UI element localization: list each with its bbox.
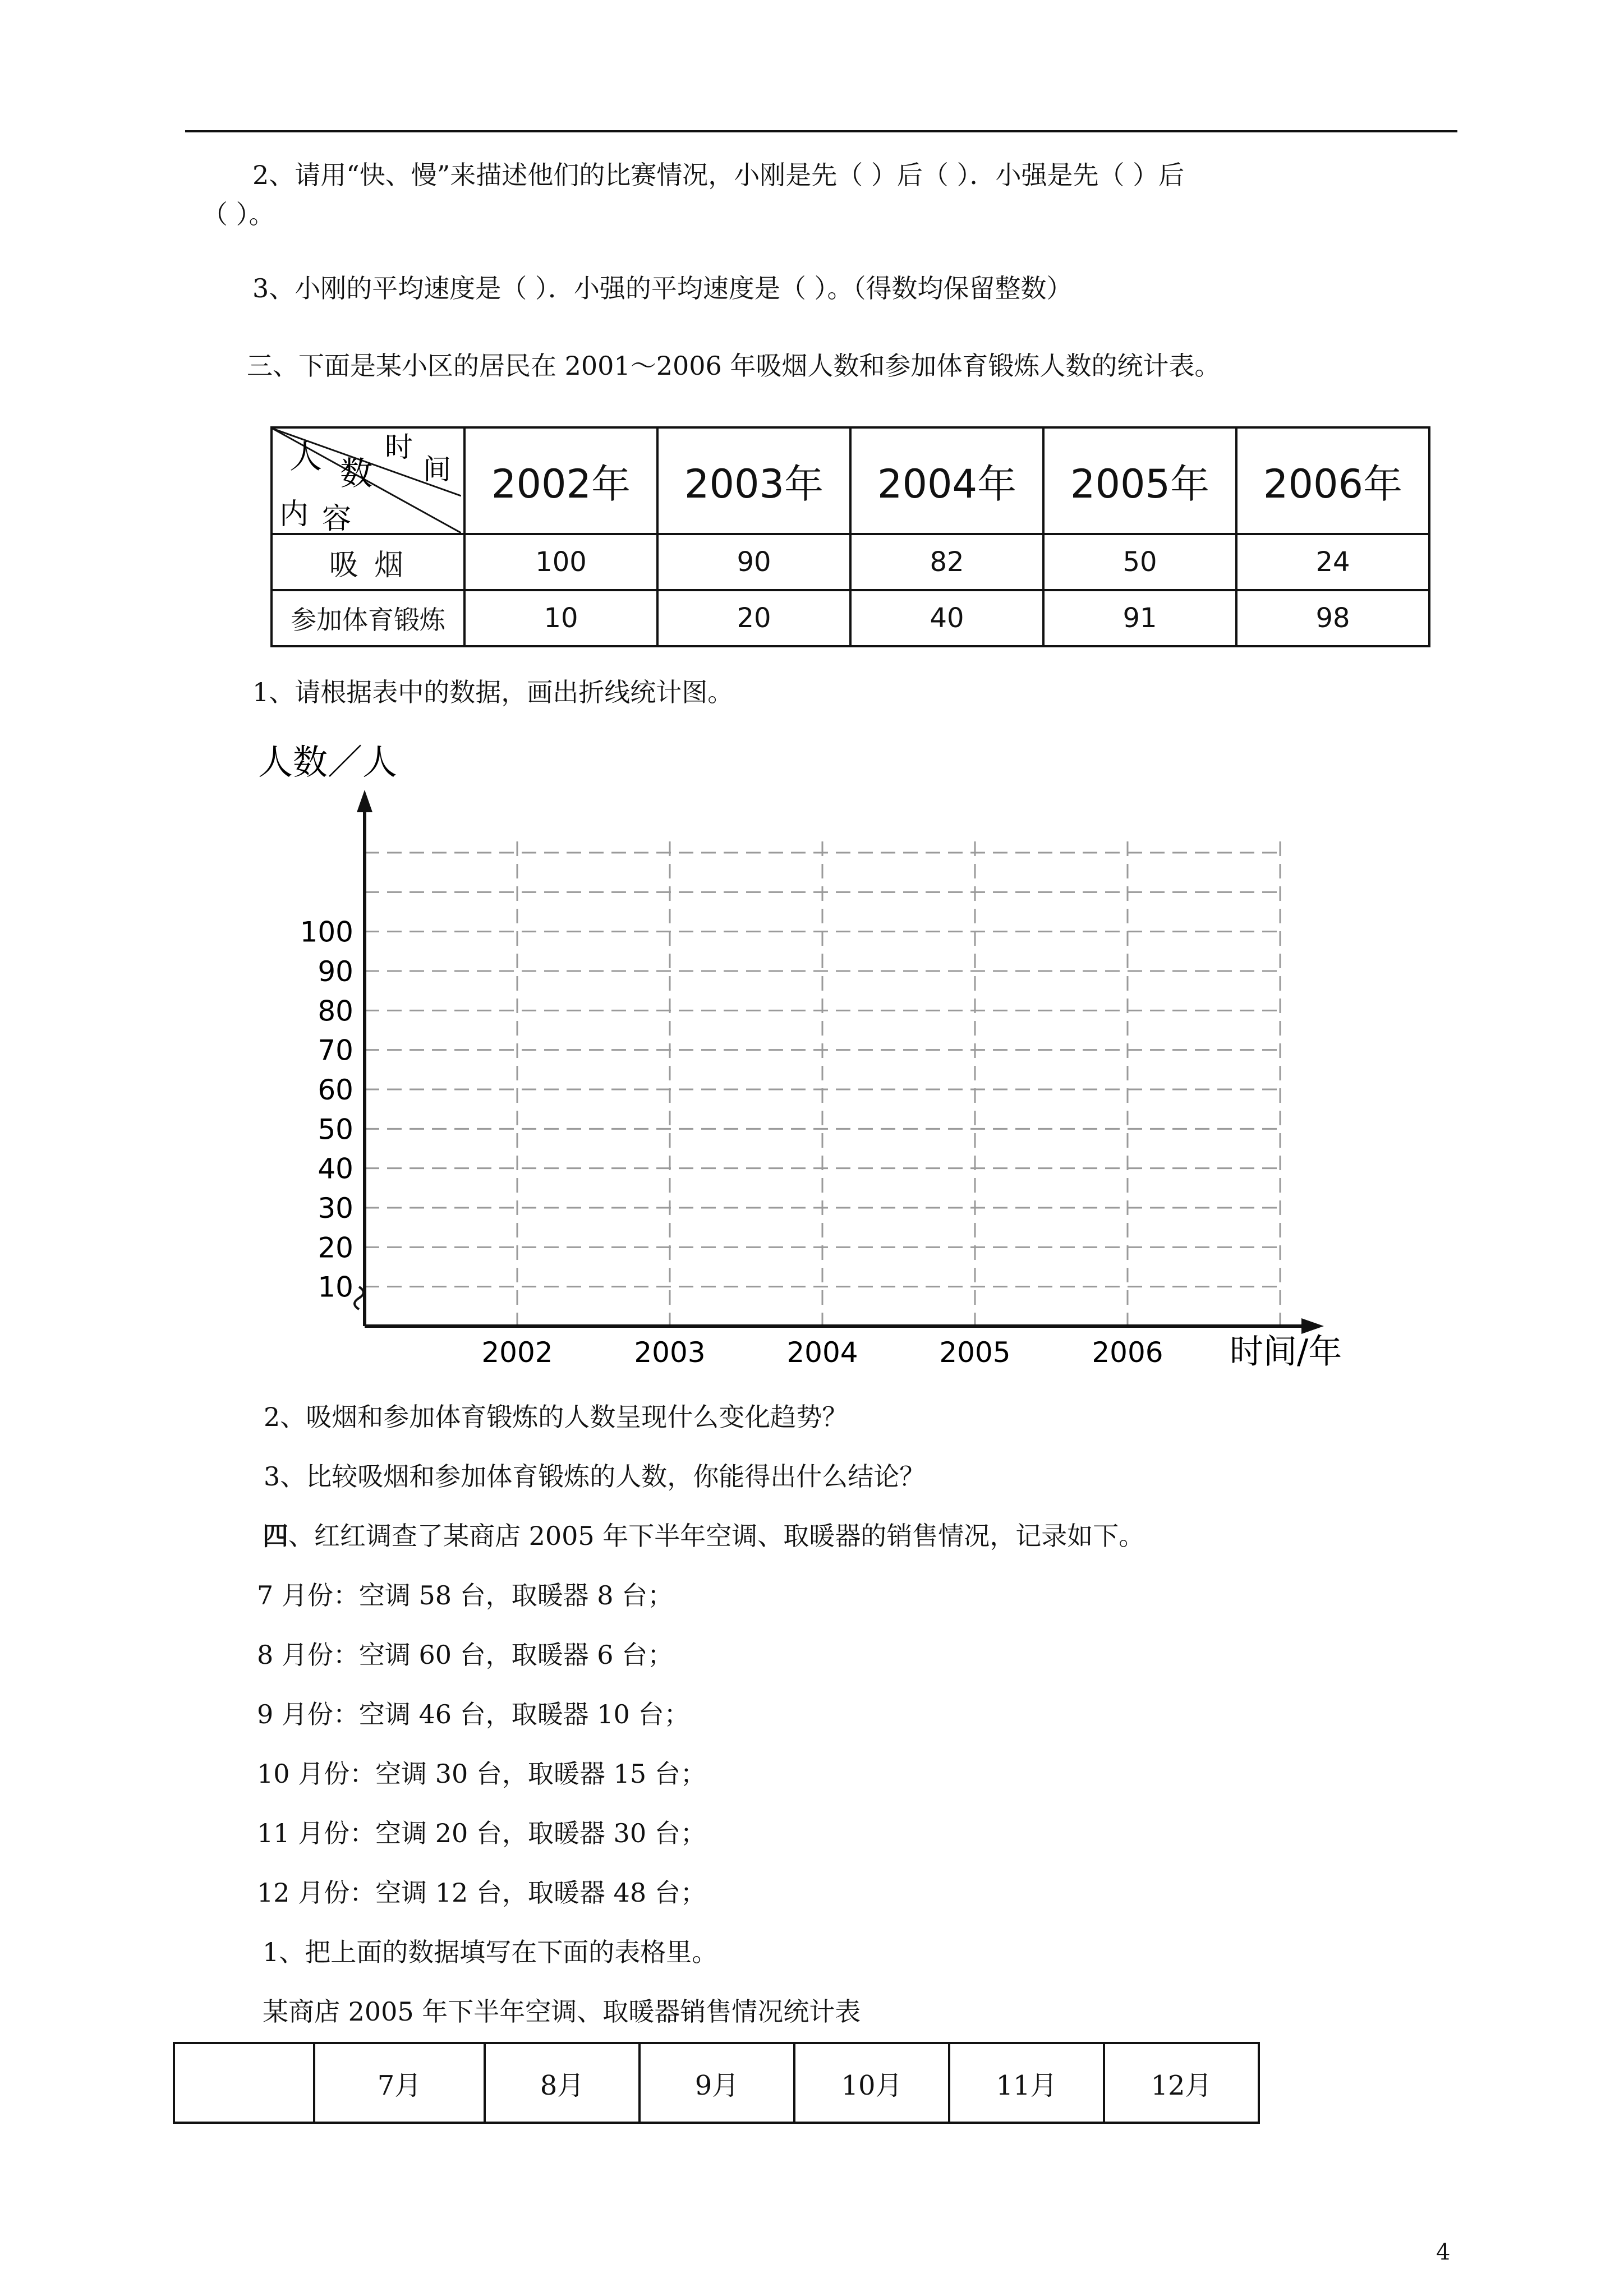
- chart-axes: [355, 790, 1324, 1334]
- record-line: 7 月份：空调 58 台，取暖器 8 台；: [257, 1580, 674, 1611]
- month-header: 11月: [949, 2043, 1104, 2123]
- x-tick-label: 2002: [481, 1336, 553, 1369]
- year-header: 2003年: [657, 427, 850, 534]
- table-cell: 100: [464, 534, 657, 590]
- y-axis-arrow: [357, 790, 372, 812]
- question-2-line-1: 2、请用“快、慢”来描述他们的比赛情况，小刚是先（ ）后（ ）．小强是先（ ）后: [252, 160, 1185, 190]
- y-tick-label: 20: [318, 1231, 353, 1264]
- y-axis-label: 人数／人: [258, 742, 398, 783]
- table-cell: 50: [1043, 534, 1236, 590]
- page-number: 4: [1436, 2239, 1451, 2265]
- y-tick-label: 70: [318, 1034, 353, 1067]
- table-corner-cell: [272, 427, 464, 534]
- x-tick-label: 2005: [939, 1336, 1011, 1369]
- corner-diagonals: [273, 429, 461, 533]
- y-tick-label: 10: [318, 1271, 353, 1304]
- sales-table-title: 某商店 2005 年下半年空调、取暖器销售情况统计表: [263, 1996, 861, 2027]
- month-header: 12月: [1104, 2043, 1259, 2123]
- axis-break-mark: [355, 1287, 364, 1309]
- month-header: 7月: [314, 2043, 485, 2123]
- record-line: 9 月份：空调 46 台，取暖器 10 台；: [257, 1699, 690, 1729]
- section-3-sub-1: 1、请根据表中的数据，画出折线统计图。: [252, 677, 734, 707]
- section-3-title: 三、下面是某小区的居民在 2001～2006 年吸烟人数和参加体育锻炼人数的统计表。: [247, 351, 1221, 381]
- chart-grid: [365, 841, 1280, 1326]
- row-label-exercise: 参加体育锻炼: [272, 590, 464, 646]
- x-tick-label: 2003: [634, 1336, 706, 1369]
- section-3-sub-2: 2、吸烟和参加体育锻炼的人数呈现什么变化趋势？: [264, 1402, 848, 1432]
- table-cell: 98: [1236, 590, 1429, 646]
- year-header: 2002年: [464, 427, 657, 534]
- sales-table: [173, 2042, 1260, 2124]
- smoking-exercise-table: [270, 426, 1430, 647]
- y-tick-label: 50: [318, 1113, 353, 1146]
- x-axis-label: 时间/年: [1230, 1332, 1342, 1372]
- section-4-number: 四: [263, 1521, 288, 1551]
- corner-char-jian: 间: [423, 453, 451, 486]
- record-line: 8 月份：空调 60 台，取暖器 6 台；: [257, 1640, 674, 1670]
- x-tick-label: 2004: [786, 1336, 858, 1369]
- x-axis-arrow: [1301, 1318, 1324, 1334]
- table-cell: 10: [464, 590, 657, 646]
- record-line: 10 月份：空调 30 台，取暖器 15 台；: [257, 1759, 706, 1789]
- y-tick-label: 100: [300, 915, 353, 949]
- x-tick-label: 2006: [1092, 1336, 1163, 1369]
- table-cell: 82: [850, 534, 1043, 590]
- year-header: 2006年: [1236, 427, 1429, 534]
- corner-char-shi: 时: [385, 431, 413, 463]
- record-line: 12 月份：空调 12 台，取暖器 48 台；: [257, 1878, 706, 1908]
- y-tick-label: 80: [318, 995, 353, 1028]
- question-2-line-2: （ ）。: [202, 199, 275, 229]
- section-4-sub-1: 1、把上面的数据填写在下面的表格里。: [263, 1937, 718, 1967]
- table-cell: 24: [1236, 534, 1429, 590]
- table-cell: 40: [850, 590, 1043, 646]
- table-cell: 90: [657, 534, 850, 590]
- empty-header-cell: [174, 2043, 314, 2123]
- y-tick-label: 90: [318, 955, 353, 988]
- section-4-title-text: 、红红调查了某商店 2005 年下半年空调、取暖器的销售情况，记录如下。: [288, 1521, 1145, 1551]
- y-tick-labels: [300, 916, 353, 1304]
- month-header: 9月: [640, 2043, 794, 2123]
- line-chart: [247, 729, 1358, 1391]
- month-header: 10月: [794, 2043, 949, 2123]
- year-header: 2004年: [850, 427, 1043, 534]
- y-tick-label: 60: [318, 1074, 353, 1106]
- year-header: 2005年: [1043, 427, 1236, 534]
- month-header: 8月: [485, 2043, 640, 2123]
- corner-char-shu: 数: [340, 454, 373, 493]
- record-line: 11 月份：空调 20 台，取暖器 30 台；: [257, 1818, 706, 1848]
- table-cell: 91: [1043, 590, 1236, 646]
- header-rule: [185, 130, 1457, 132]
- table-cell: 20: [657, 590, 850, 646]
- corner-char-nei: 内: [279, 498, 309, 531]
- row-label-smoking: 吸 烟: [272, 534, 464, 590]
- corner-char-rong: 容: [322, 502, 352, 533]
- y-tick-label: 40: [318, 1152, 353, 1185]
- section-3-sub-3: 3、比较吸烟和参加体育锻炼的人数，你能得出什么结论？: [264, 1461, 926, 1492]
- section-4-title: [263, 1519, 1144, 1553]
- corner-char-ren: 人: [289, 438, 323, 476]
- question-3: 3、小刚的平均速度是（ ）．小强的平均速度是（ ）。（得数均保留整数）: [252, 273, 1073, 303]
- y-tick-label: 30: [318, 1192, 353, 1225]
- x-tick-labels: [481, 1336, 1163, 1369]
